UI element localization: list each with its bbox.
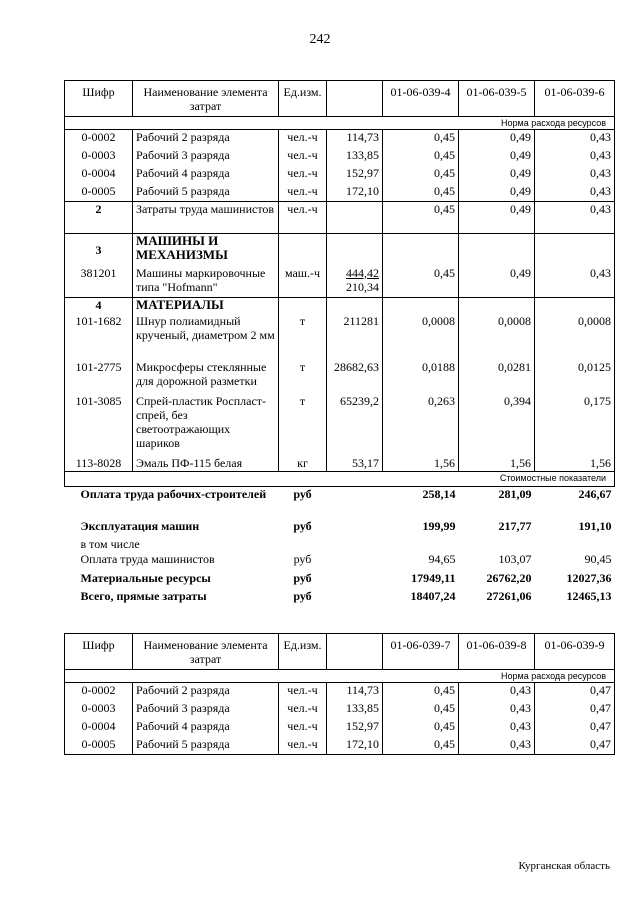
row-unit: чел.-ч — [279, 148, 327, 166]
row-value-2: 0,49 — [459, 130, 535, 148]
summary-row — [65, 519, 615, 537]
section-row-materials — [65, 298, 615, 314]
table-row — [65, 130, 615, 148]
row-code: 101-2775 — [65, 360, 133, 394]
row-code: 0-0002 — [65, 130, 133, 148]
summary-value-1: 94,65 — [428, 551, 456, 566]
summary-value-2: 27261,06 — [486, 588, 532, 603]
table-row — [65, 148, 615, 166]
row-value-1: 0,45 — [383, 130, 459, 148]
summary-name: Оплата труда машинистов — [80, 551, 215, 566]
section-title: МАШИНЫ И МЕХАНИЗМЫ — [133, 234, 279, 266]
row-value-1: 0,45 — [383, 148, 459, 166]
row-code: 101-3085 — [65, 394, 133, 456]
row-value-3: 0,43 — [535, 202, 615, 234]
row-value-3: 0,43 — [535, 148, 615, 166]
summary-value-2: 217,77 — [498, 518, 532, 533]
row-name: Затраты труда машинистов — [133, 202, 279, 234]
header-col-2: 01-06-039-8 — [459, 634, 535, 670]
row-name: Рабочий 2 разряда — [133, 683, 279, 701]
row-code: 0-0003 — [65, 701, 133, 719]
section-code: 4 — [65, 298, 133, 314]
row-unit: маш.-ч — [279, 266, 327, 298]
row-price: 211281 — [327, 314, 383, 360]
row-code: 381201 — [65, 266, 133, 298]
row-price: 53,17 — [327, 456, 383, 472]
summary-value-2: 281,09 — [498, 487, 532, 501]
row-price: 114,73 — [327, 130, 383, 148]
header-col-3: 01-06-039-9 — [535, 634, 615, 670]
row-value-1: 0,0188 — [383, 360, 459, 394]
row-value-1: 0,45 — [383, 202, 459, 234]
row-name: Рабочий 4 разряда — [133, 719, 279, 737]
row-value-1: 0,45 — [383, 184, 459, 202]
table-row — [65, 701, 615, 719]
summary-row — [65, 589, 615, 607]
header-price — [327, 634, 383, 670]
row-value-1: 0,45 — [383, 166, 459, 184]
row-code: 101-1682 — [65, 314, 133, 360]
row-value-2: 0,0281 — [459, 360, 535, 394]
summary-value-1: 258,14 — [422, 487, 456, 501]
row-name: Микросферы стеклянные для дорожной разметки — [133, 360, 279, 394]
row-price — [327, 266, 383, 298]
row-code: 0-0005 — [65, 184, 133, 202]
row-value-3: 0,43 — [535, 166, 615, 184]
row-value-2: 0,394 — [459, 394, 535, 456]
row-unit: т — [279, 314, 327, 360]
header-name: Наименование элемента затрат — [133, 634, 279, 670]
page-number: 242 — [309, 32, 331, 47]
header-col-1: 01-06-039-4 — [383, 81, 459, 117]
row-value-3: 0,47 — [535, 719, 615, 737]
row-unit: чел.-ч — [279, 202, 327, 234]
summary-name: Оплата труда рабочих-строителей — [80, 487, 267, 501]
row-unit: т — [279, 394, 327, 456]
row-name: Рабочий 2 разряда — [133, 130, 279, 148]
row-code: 0-0002 — [65, 683, 133, 701]
summary-row — [65, 552, 615, 571]
summary-row — [65, 487, 615, 519]
resource-table-2 — [64, 633, 615, 755]
row-value-1: 0,45 — [383, 266, 459, 298]
norm-label: Норма расхода ресурсов — [65, 117, 615, 130]
row-value-3: 0,175 — [535, 394, 615, 456]
row-value-1: 0,45 — [383, 683, 459, 701]
row-price: 114,73 — [327, 683, 383, 701]
header-unit: Ед.изм. — [279, 634, 327, 670]
table-row — [65, 394, 615, 456]
row-name: Шнур полиамидный крученый, диаметром 2 мм — [133, 314, 279, 360]
row-unit: чел.-ч — [279, 701, 327, 719]
header-code: Шифр — [65, 81, 133, 117]
header-price — [327, 81, 383, 117]
row-name: Спрей-пластик Роспласт-спрей, без светоотражающих шариков — [133, 394, 279, 456]
section-code: 3 — [65, 234, 133, 266]
section-title: МАТЕРИАЛЫ — [133, 298, 279, 314]
row-code: 0-0004 — [65, 719, 133, 737]
summary-unit: руб — [293, 551, 312, 566]
price-secondary: 210,34 — [346, 279, 379, 294]
row-name: Рабочий 4 разряда — [133, 166, 279, 184]
row-price: 152,97 — [327, 166, 383, 184]
summary-name: Эксплуатация машин — [80, 518, 200, 533]
row-price — [327, 202, 383, 234]
row-value-3: 0,47 — [535, 683, 615, 701]
row-price: 152,97 — [327, 719, 383, 737]
row-name: Рабочий 5 разряда — [133, 184, 279, 202]
row-code: 0-0003 — [65, 148, 133, 166]
row-price: 133,85 — [327, 701, 383, 719]
row-value-3: 1,56 — [535, 456, 615, 472]
header-col-3: 01-06-039-6 — [535, 81, 615, 117]
table-row — [65, 456, 615, 472]
row-code: 2 — [65, 202, 133, 234]
row-name: Рабочий 5 разряда — [133, 737, 279, 755]
row-value-3: 0,0008 — [535, 314, 615, 360]
norm-label-row — [65, 670, 615, 683]
row-value-2: 0,43 — [459, 737, 535, 755]
row-value-2: 0,49 — [459, 148, 535, 166]
norm-label: Норма расхода ресурсов — [65, 670, 615, 683]
table-row — [65, 166, 615, 184]
resource-table-1 — [64, 80, 615, 607]
row-value-2: 0,49 — [459, 166, 535, 184]
section-row-machines — [65, 234, 615, 266]
row-value-2: 0,0008 — [459, 314, 535, 360]
summary-row — [65, 537, 615, 552]
header-unit: Ед.изм. — [279, 81, 327, 117]
row-code: 0-0005 — [65, 737, 133, 755]
row-name: Эмаль ПФ-115 белая — [133, 456, 279, 472]
summary-row — [65, 571, 615, 589]
row-price: 172,10 — [327, 184, 383, 202]
table-header-row — [65, 634, 615, 670]
row-value-1: 0,45 — [383, 737, 459, 755]
row-value-1: 0,0008 — [383, 314, 459, 360]
row-unit: т — [279, 360, 327, 394]
row-value-2: 0,49 — [459, 202, 535, 234]
summary-value-3: 246,67 — [578, 487, 612, 501]
table-row — [65, 184, 615, 202]
cost-label: Стоимостные показатели — [65, 472, 615, 487]
summary-value-2: 103,07 — [498, 551, 532, 566]
header-name: Наименование элемента затрат — [133, 81, 279, 117]
row-unit: чел.-ч — [279, 719, 327, 737]
row-price: 28682,63 — [327, 360, 383, 394]
row-value-2: 0,43 — [459, 701, 535, 719]
row-value-3: 0,47 — [535, 701, 615, 719]
table-row — [65, 719, 615, 737]
row-unit: чел.-ч — [279, 184, 327, 202]
row-value-3: 0,43 — [535, 266, 615, 298]
summary-value-1: 17949,11 — [411, 570, 456, 585]
summary-value-3: 12465,13 — [566, 588, 612, 603]
summary-note: в том числе — [80, 536, 140, 551]
row-value-2: 0,43 — [459, 719, 535, 737]
row-value-2: 0,49 — [459, 266, 535, 298]
header-code: Шифр — [65, 634, 133, 670]
summary-value-3: 90,45 — [584, 551, 612, 566]
row-price: 133,85 — [327, 148, 383, 166]
row-value-1: 1,56 — [383, 456, 459, 472]
row-value-1: 0,45 — [383, 719, 459, 737]
table-row — [65, 314, 615, 360]
row-value-1: 0,45 — [383, 701, 459, 719]
summary-unit: руб — [293, 588, 312, 603]
norm-label-row — [65, 117, 615, 130]
row-value-3: 0,43 — [535, 130, 615, 148]
table-row — [65, 360, 615, 394]
summary-value-1: 199,99 — [422, 518, 456, 533]
row-unit: чел.-ч — [279, 737, 327, 755]
row-value-2: 1,56 — [459, 456, 535, 472]
summary-value-3: 12027,36 — [566, 570, 612, 585]
row-value-3: 0,47 — [535, 737, 615, 755]
summary-unit: руб — [293, 518, 312, 533]
table-row — [65, 737, 615, 755]
table-row — [65, 683, 615, 701]
header-col-1: 01-06-039-7 — [383, 634, 459, 670]
summary-unit: руб — [293, 487, 312, 501]
table-header-row — [65, 81, 615, 117]
row-price: 65239,2 — [327, 394, 383, 456]
region-footer: Курганская область — [518, 860, 610, 872]
summary-value-2: 26762,20 — [486, 570, 532, 585]
cost-label-row — [65, 472, 615, 487]
row-unit: чел.-ч — [279, 683, 327, 701]
summary-value-3: 191,10 — [578, 518, 612, 533]
row-unit: чел.-ч — [279, 166, 327, 184]
table-row — [65, 202, 615, 234]
row-value-2: 0,49 — [459, 184, 535, 202]
row-value-3: 0,0125 — [535, 360, 615, 394]
price-primary: 444,42 — [346, 265, 379, 280]
row-name: Рабочий 3 разряда — [133, 701, 279, 719]
summary-unit: руб — [293, 570, 312, 585]
row-price: 172,10 — [327, 737, 383, 755]
summary-name: Всего, прямые затраты — [80, 588, 207, 603]
row-code: 113-8028 — [65, 456, 133, 472]
table-row — [65, 266, 615, 298]
summary-name: Материальные ресурсы — [80, 570, 211, 585]
row-unit: чел.-ч — [279, 130, 327, 148]
header-col-2: 01-06-039-5 — [459, 81, 535, 117]
row-name: Машины маркировочные типа "Hofmann" — [133, 266, 279, 298]
row-value-1: 0,263 — [383, 394, 459, 456]
row-code: 0-0004 — [65, 166, 133, 184]
row-name: Рабочий 3 разряда — [133, 148, 279, 166]
row-value-2: 0,43 — [459, 683, 535, 701]
row-unit: кг — [279, 456, 327, 472]
summary-value-1: 18407,24 — [410, 588, 456, 603]
row-value-3: 0,43 — [535, 184, 615, 202]
